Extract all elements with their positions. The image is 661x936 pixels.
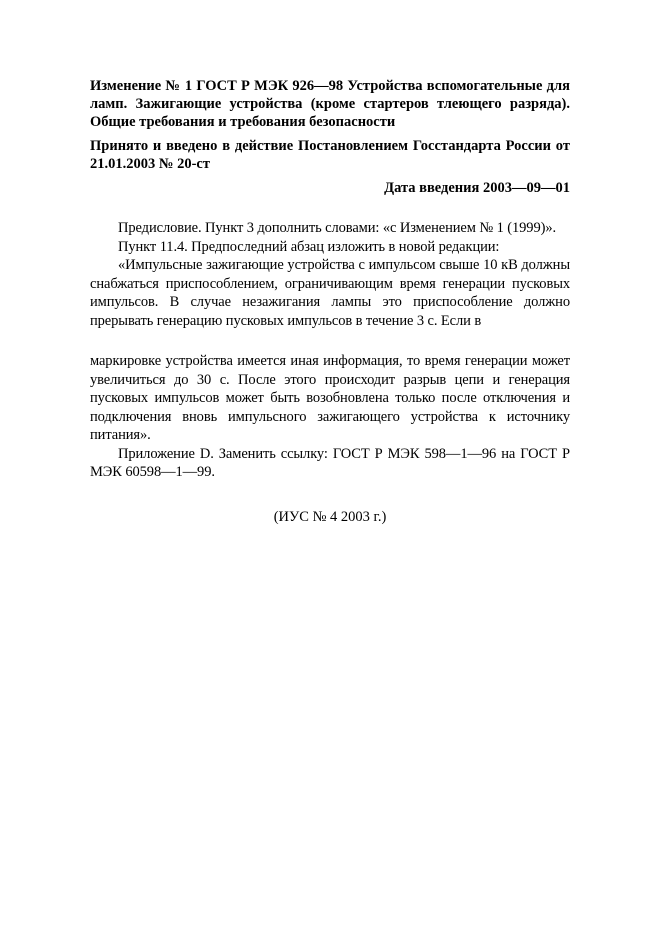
paragraph-preface: Предисловие. Пункт 3 дополнить словами: «с Изменением № 1 (1999)». <box>118 220 557 236</box>
document-page <box>90 77 570 540</box>
paragraph-quoted-continuation: маркировке устройства имеется иная информация, то время генерации может увеличиться до 30 с. После этого происходит разрыв цепи и генерация пусковых импульсов может быть возобновлена только после отключения и подключения вновь импульсного зажигающего устройства к источнику питания». <box>90 353 570 443</box>
introduction-date: Дата введения 2003—09—01 <box>384 180 570 196</box>
paragraph-annex-d: Приложение D. Заменить ссылку: ГОСТ Р МЭК 598—1—96 на ГОСТ Р МЭК 60598—1—99. <box>90 445 570 480</box>
adoption-statement: Принято и введено в действие Постановлением Госстандарта России от 21.01.2003 № 20-ст <box>90 138 570 172</box>
paragraph-clause-11-4: Пункт 11.4. Предпоследний абзац изложить в новой редакции: <box>118 238 500 255</box>
amendment-body-part-1 <box>90 219 570 330</box>
source-reference: (ИУС № 4 2003 г.) <box>273 508 387 525</box>
paragraph-quoted-text: «Импульсные зажигающие устройства с импульсом свыше 10 кВ должны снабжаться приспособлением, ограничивающим время генерации пусковых импульсов. В случае незажигания лампы это приспособление должно прерывать генерацию пусковых импульсов в течение 3 с. Если в <box>90 257 570 329</box>
amendment-body-part-2 <box>90 352 570 482</box>
amendment-title: Изменение № 1 ГОСТ Р МЭК 926—98 Устройства вспомогательные для ламп. Зажигающие устройства (кроме стартеров тлеющего разряда). Общие требования и требования безопасности <box>90 78 570 130</box>
